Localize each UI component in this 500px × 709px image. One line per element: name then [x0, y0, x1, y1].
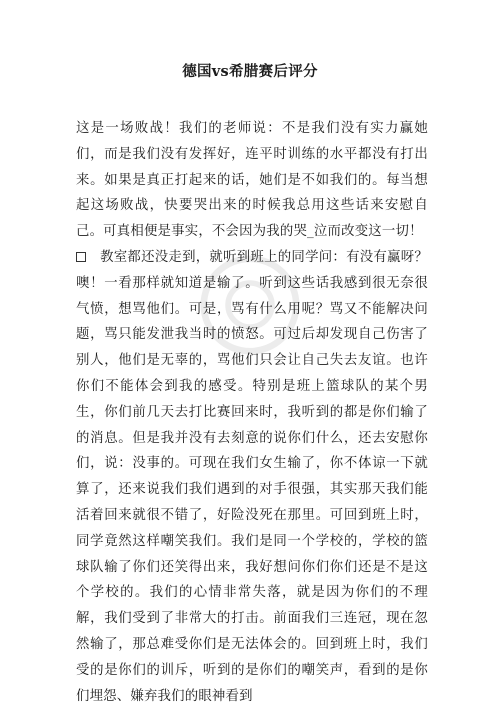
paragraph-2	[76, 245, 428, 709]
paragraph-2-text: 教室都还没走到，就听到班上的同学问：有没有赢呀？噢！一看那样就知道是输了。听到这些话我感到很无奈很气愤，想骂他们。可是，骂有什么用呢？骂又不能解决问题，骂只能发泄我当时的愤怒。可过后却发现自己伤害了别人，他们是无辜的，骂他们只会让自己失去友谊。也许你们不能体会到我的感受。特别是班上篮球队的某个男生，你们前几天去打比赛回来时，我听到的都是你们输了的消息。但是我并没有去刻意的说你们什么，还去安慰你们，说：没事的。可现在我们女生输了，你不体谅一下就算了，还来说我们我们遇到的对手很强，其实那天我们能活着回来就很不错了，好险没死在那里。可回到班上时，同学竟然这样嘲笑我们。我们是同一个学校的，学校的篮球队输了你们还笑得出来，我好想问你们你们还是不是这个学校的。我们的心情非常失落，就是因为你们的不理解，我们受到了非常大的打击。前面我们三连冠，现在忽然输了，那总难受你们是无法体会的。回到班上时，我们受的是你们的训斥，听到的是你们的嘲笑声，看到的是你们埋怨、嫌弃我们的眼神看到	[76, 250, 428, 704]
checkbox-icon	[76, 252, 86, 262]
document-title: 德国vs希腊赛后评分	[182, 63, 318, 80]
paragraph-1: 这是一场败战！我们的老师说：不是我们没有实力赢她们，而是我们没有发挥好，连平时训练的水平都没有打出来。如果是真正打起来的话，她们是不如我们的。每当想起这场败战，快要哭出来的时候我总用这些话来安慰自己。可真相便是事实，不会因为我的哭_泣而改变这一切！	[76, 121, 428, 240]
